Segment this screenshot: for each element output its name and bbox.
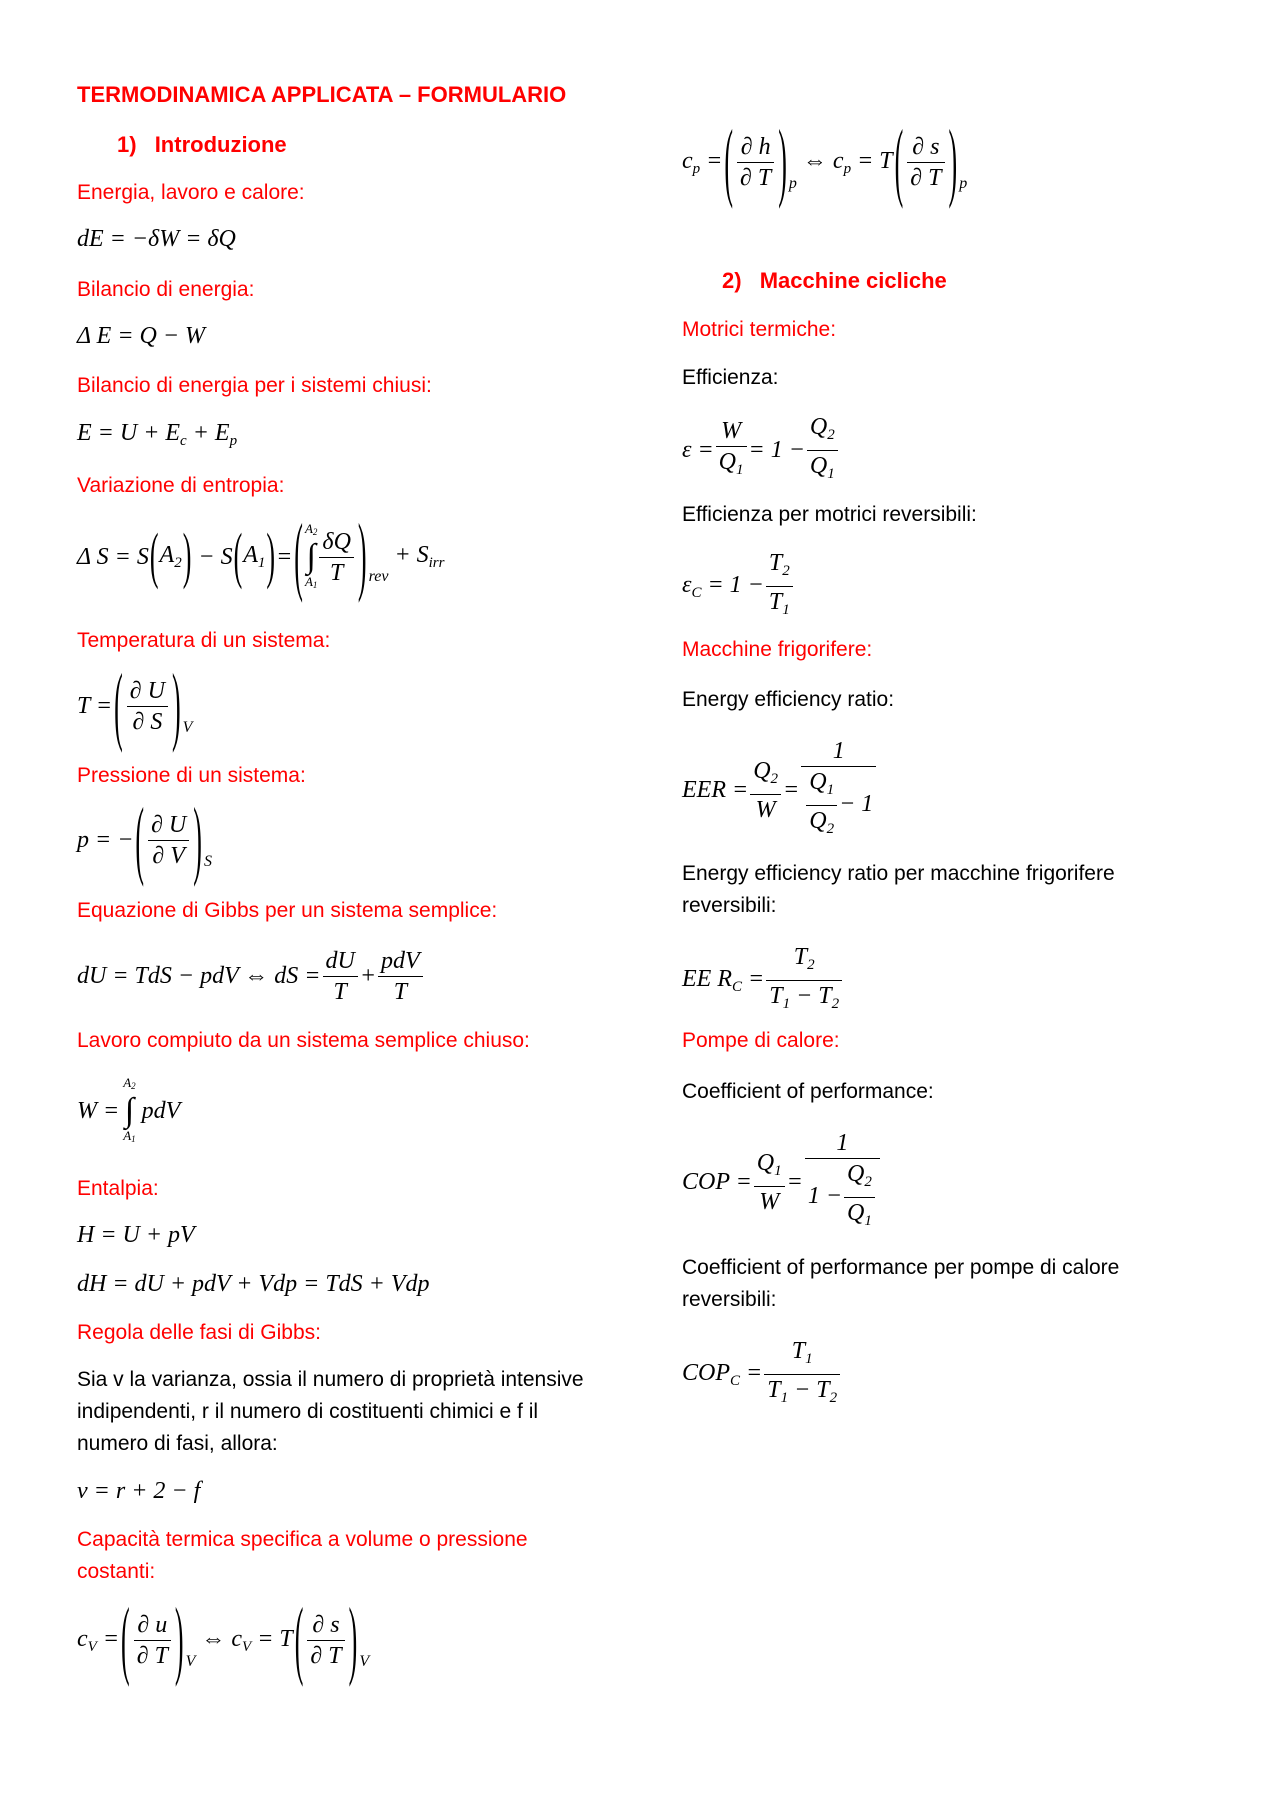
formula-specific-heat-volume: $c_V$ = ( $\frac{\partial u}{\partial T}$ ) V ⇔ $c_V = T$ ( $\frac{\partial s}{\partial T}$ ) V [77, 1589, 370, 1689]
formula-gibbs-equation: dU = TdS − pdV ⇔ dS = $\frac{dU}{T}$ + $\frac{\text{pdV}}{T}$ [77, 946, 425, 1007]
text-cop: Coefficient of performance: [682, 1080, 934, 1103]
formula-eer-reversible: EE $R_C$ = $\frac{T_2}{T_1 - T_2}$ [682, 942, 844, 1019]
formula-work: W = $A_2$ ∫ $A_1$ pdV [77, 1075, 181, 1144]
section-2-title: Macchine cicliche [759, 268, 947, 293]
text-eer-reversibili-line-2: reversibili: [682, 894, 777, 917]
section-1-number: 1) [117, 132, 137, 157]
text-efficienza: Efficienza: [682, 366, 779, 389]
label-bilancio-chiusi: Bilancio di energia per i sistemi chiusi: [77, 374, 432, 397]
formula-cop-reversible: $COP_C$ = $\frac{T_1}{T_1 - T_2}$ [682, 1336, 842, 1413]
formula-energy-balance: Δ E = Q − W [77, 323, 206, 349]
phase-rule-text-line-3: numero di fasi, allora: [77, 1432, 278, 1455]
label-gibbs: Equazione di Gibbs per un sistema semplice: [77, 899, 498, 922]
label-entropia: Variazione di entropia: [77, 474, 285, 497]
formula-closed-system-energy: $E = U + E_c + E_p$ [77, 420, 238, 449]
phase-rule-text-line-2: indipendenti, r il numero di costituenti chimici e f il [77, 1400, 539, 1423]
text-eer: Energy efficiency ratio: [682, 688, 895, 711]
section-1-heading [117, 132, 287, 158]
formula-carnot-efficiency: $\varepsilon_C = 1$ − $\frac{T_2}{T_1}$ [682, 548, 795, 625]
label-capacita-line-2: costanti: [77, 1560, 156, 1583]
text-eer-reversibili-line-1: Energy efficiency ratio per macchine frigorifere [682, 862, 1115, 885]
label-lavoro: Lavoro compiuto da un sistema semplice chiuso: [77, 1029, 530, 1052]
label-pompe-calore: Pompe di calore: [682, 1029, 840, 1052]
phase-rule-text-line-1: Sia v la varianza, ossia il numero di proprietà intensive [77, 1368, 584, 1391]
section-2-number: 2) [722, 268, 742, 293]
formula-energy-work-heat: dE = −δW = δQ [77, 226, 236, 252]
formula-enthalpy-differential: dH = dU + pdV + Vdp = TdS + Vdp [77, 1271, 430, 1297]
section-1-title: Introduzione [154, 132, 287, 157]
text-cop-reversibili-line-2: reversibili: [682, 1288, 777, 1311]
label-temperatura: Temperatura di un sistema: [77, 629, 331, 652]
label-pressione: Pressione di un sistema: [77, 764, 306, 787]
formula-temperature: T = ( $\frac{\partial U}{\partial S}$ ) V [77, 655, 193, 755]
formula-eer: EER = $\frac{Q_2}{W}$ = 1 $\frac{Q_1}{Q_2}$ − 1 [682, 736, 878, 844]
label-energia: Energia, lavoro e calore: [77, 181, 305, 204]
formula-cop: COP = $\frac{Q_1}{W}$ = 1 1 − $\frac{Q_2}{Q_1}$ [682, 1128, 882, 1236]
section-2-heading [722, 268, 947, 294]
label-capacita-line-1: Capacità termica specifica a volume o pressione [77, 1528, 528, 1551]
label-entalpia: Entalpia: [77, 1177, 159, 1200]
formula-phase-rule: v = r + 2 − f [77, 1478, 201, 1504]
formula-entropy-variation: Δ S = S ( $A_2$ ) − S ( $A_1$ ) = ( $A_2$ ∫ $A_1$ $\frac{\delta Q}{T}$ ) rev + $S_{irr}$ [77, 506, 445, 605]
label-bilancio: Bilancio di energia: [77, 278, 255, 301]
formula-specific-heat-pressure: $c_p$ = ( $\frac{\partial h}{\partial T}$ ) p ⇔ $c_p = T$ ( $\frac{\partial s}{\partial T}$ ) p [682, 111, 968, 211]
text-cop-reversibili-line-1: Coefficient of performance per pompe di calore [682, 1256, 1120, 1279]
label-regola-fasi: Regola delle fasi di Gibbs: [77, 1321, 321, 1344]
text-efficienza-reversibili: Efficienza per motrici reversibili: [682, 503, 977, 526]
label-macchine-frigorifere: Macchine frigorifere: [682, 638, 873, 661]
label-motrici-termiche: Motrici termiche: [682, 318, 837, 341]
formula-enthalpy: H = U + pV [77, 1222, 195, 1248]
document-title: TERMODINAMICA APPLICATA – FORMULARIO [77, 82, 567, 107]
formula-pressure: p = − ( $\frac{\partial U}{\partial V}$ ) S [77, 789, 212, 889]
formula-efficiency: ε = $\frac{W}{Q_1}$ = 1 − $\frac{Q_2}{Q_1}$ [682, 412, 840, 489]
